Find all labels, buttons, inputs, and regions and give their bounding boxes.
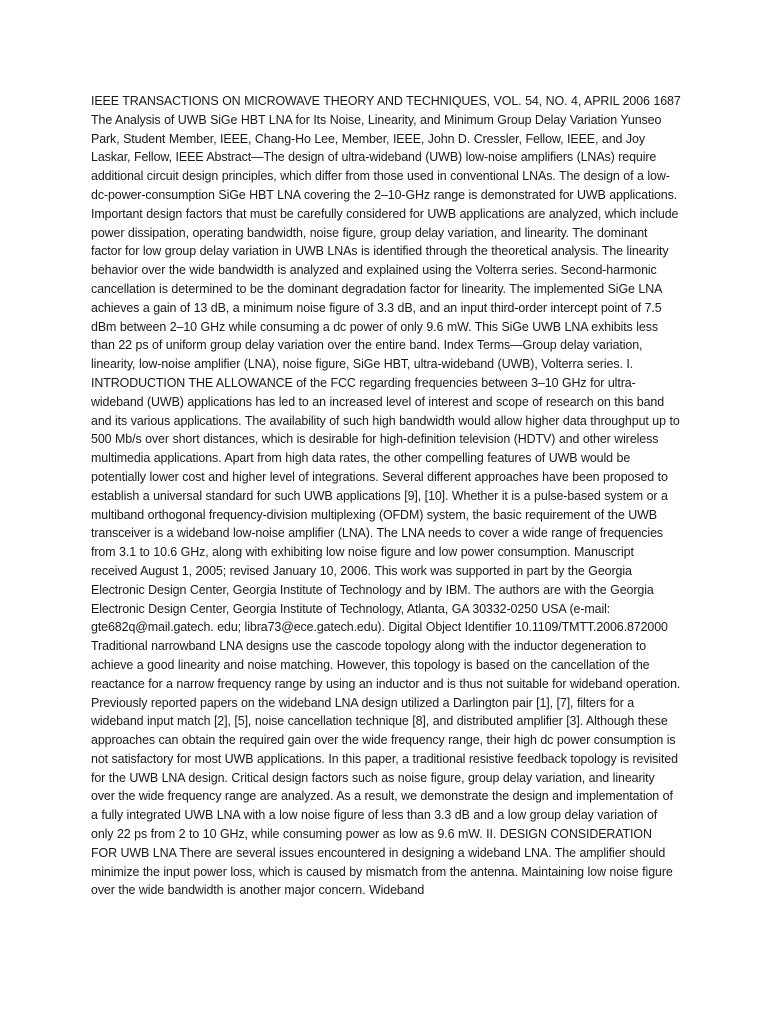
body-paragraph: IEEE TRANSACTIONS ON MICROWAVE THEORY AND TECHNIQUES, VOL. 54, NO. 4, APRIL 2006 1687 The Analysis of UWB SiGe HBT LNA for Its Noise, Linearity, and Minimum Group Delay Variation Yunseo Park, Student Member, IEEE, Chang-Ho Lee, Member, IEEE, John D. Cressler, Fellow, IEEE, and Joy Laskar, Fellow, IEEE Abstract—The design of ultra-wideband (UWB) low-noise amplifiers (LNAs) require additional circuit design principles, which differ from those used in conventional LNAs. The design of a low-dc-power-consumption SiGe HBT LNA covering the 2–10-GHz range is demonstrated for UWB applications. Important design factors that must be carefully considered for UWB applications are analyzed, which include power dissipation, operating bandwidth, noise figure, group delay variation, and linearity. The dominant factor for low group delay variation in UWB LNAs is identified through the theoretical analysis. The linearity behavior over the wide bandwidth is analyzed and explained using the Volterra series. Second-harmonic cancellation is determined to be the dominant degradation factor for linearity. The implemented SiGe LNA achieves a gain of 13 dB, a minimum noise figure of 3.3 dB, and an input third-order intercept point of 7.5 dBm between 2–10 GHz while consuming a dc power of only 9.6 mW. This SiGe UWB LNA exhibits less than 22 ps of uniform group delay variation over the entire band. Index Terms—Group delay variation, linearity, low-noise amplifier (LNA), noise figure, SiGe HBT, ultra-wideband (UWB), Volterra series. I. INTRODUCTION THE ALLOWANCE of the FCC regarding frequencies between 3–10 GHz for ultra-wideband (UWB) applications has led to an increased level of interest and scope of research on this band and its various applications. The availability of such high bandwidth would allow higher data throughput up to 500 Mb/s over short distances, which is desirable for high-definition television (HDTV) and other wireless multimedia applications. Apart from high data rates, the other compelling features of UWB would be potentially lower cost and higher level of integrations. Several different approaches have been proposed to establish a universal standard for such UWB applications [9], [10]. Whether it is a pulse-based system or a multiband orthogonal frequency-division multiplexing (OFDM) system, the basic requirement of the UWB transceiver is a wideband low-noise amplifier (LNA). The LNA needs to cover a wide range of frequencies from 3.1 to 10.6 GHz, along with exhibiting low noise figure and low power consumption. Manuscript received August 1, 2005; revised January 10, 2006. This work was supported in part by the Georgia Electronic Design Center, Georgia Institute of Technology and by IBM. The authors are with the Georgia Electronic Design Center, Georgia Institute of Technology, Atlanta, GA 30332-0250 USA (e-mail: gte682q@mail.gatech. edu; libra73@ece.gatech.edu). Digital Object Identifier 10.1109/TMTT.2006.872000 Traditional narrowband LNA designs use the cascode topology along with the inductor degeneration to achieve a good linearity and noise matching. However, this topology is based on the cancellation of the reactance for a narrow frequency range by using an inductor and is thus not suitable for wideband operation. Previously reported papers on the wideband LNA design utilized a Darlington pair [1], [7], filters for a wideband input match [2], [5], noise cancellation technique [8], and distributed amplifier [3]. Although these approaches can obtain the required gain over the wide frequency range, their high dc power consumption is not satisfactory for most UWB applications. In this paper, a traditional resistive feedback topology is revisited for the UWB LNA design. Critical design factors such as noise figure, group delay variation, and linearity over the wide frequency range are analyzed. As a result, we demonstrate the design and implementation of a fully integrated UWB LNA with a low noise figure of less than 3.3 dB and a low group delay variation of only 22 ps from 2 to 10 GHz, while consuming power as low as 9.6 mW. II. DESIGN CONSIDERATION FOR UWB LNA There are several issues encountered in designing a wideband LNA. The amplifier should minimize the input power loss, which is caused by mismatch from the antenna. Maintaining low noise figure over the wide bandwidth is another major concern. Wideband bbox=[91, 94, 681, 898]
document-page bbox=[91, 92, 681, 900]
